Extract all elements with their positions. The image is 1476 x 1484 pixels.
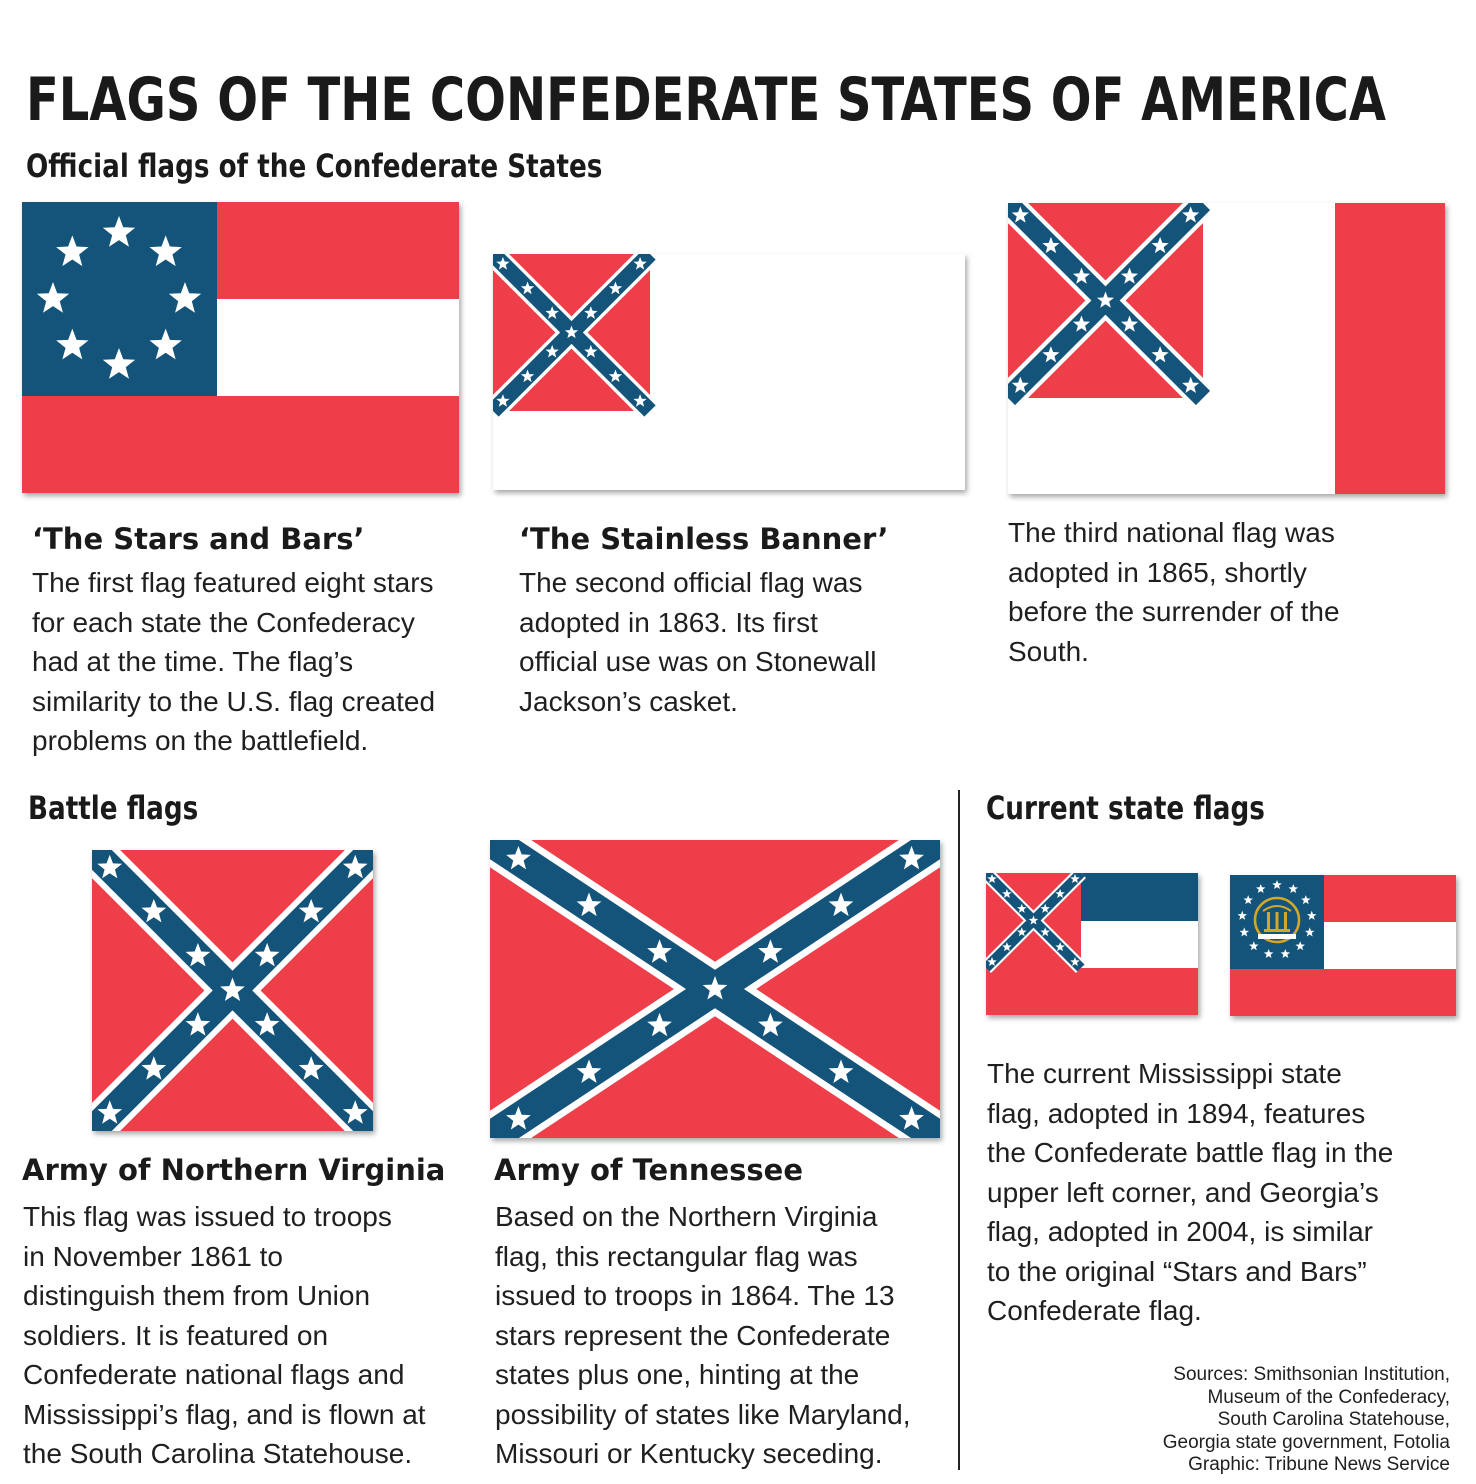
text-line: the South Carolina Statehouse. bbox=[23, 1438, 413, 1469]
text-line: The third national flag was bbox=[1008, 517, 1335, 548]
stainless-banner-title: ‘The Stainless Banner’ bbox=[519, 522, 889, 556]
page-subtitle: Official flags of the Confederate States bbox=[26, 147, 603, 185]
northern-virginia-title: Army of Northern Virginia bbox=[22, 1153, 446, 1187]
text-line: flag, this rectangular flag was bbox=[495, 1240, 858, 1272]
third-national-description bbox=[1008, 513, 1340, 671]
stainless-banner-flag bbox=[493, 254, 965, 490]
third-national-flag bbox=[1008, 203, 1445, 494]
text-line: flag, adopted in 2004, is similar bbox=[987, 1216, 1373, 1247]
saltire-cross bbox=[490, 840, 940, 1138]
text-line: adopted in 1863. Its first bbox=[519, 606, 818, 638]
text-line: possibility of states like Maryland, bbox=[495, 1398, 911, 1430]
stars-and-bars-title: ‘The Stars and Bars’ bbox=[32, 522, 365, 556]
text-line: This flag was issued to troops bbox=[23, 1201, 392, 1232]
text-line: before the surrender of the bbox=[1008, 596, 1340, 627]
source-line: South Carolina Statehouse, bbox=[1217, 1409, 1450, 1430]
text-line: Missouri or Kentucky seceding. bbox=[495, 1438, 883, 1469]
text-line: for each state the Confederacy bbox=[32, 606, 415, 638]
source-line: Georgia state government, Fotolia bbox=[1162, 1431, 1450, 1453]
battle-flags-heading: Battle flags bbox=[28, 789, 199, 827]
text-line: upper left corner, and Georgia’s bbox=[987, 1176, 1379, 1208]
text-line: The second official flag was bbox=[519, 567, 863, 598]
saltire-cross bbox=[1008, 203, 1203, 398]
text-line: stars represent the Confederate bbox=[495, 1319, 891, 1351]
source-line: Graphic: Tribune News Service bbox=[1188, 1454, 1450, 1475]
current-state-flags-description bbox=[987, 1054, 1393, 1331]
source-line: Museum of the Confederacy, bbox=[1207, 1386, 1450, 1408]
northern-virginia-description bbox=[23, 1197, 426, 1474]
georgia-state-flag bbox=[1230, 875, 1456, 1016]
text-line: flag, adopted in 1894, features bbox=[987, 1097, 1366, 1129]
text-line: South. bbox=[1008, 635, 1089, 667]
text-line: Confederate national flags and bbox=[23, 1359, 405, 1390]
text-line: distinguish them from Union bbox=[23, 1280, 371, 1311]
text-line: The first flag featured eight stars bbox=[32, 567, 434, 598]
column-divider bbox=[958, 790, 960, 1470]
sources-credit bbox=[1030, 1364, 1450, 1477]
stars-and-bars-description bbox=[32, 563, 435, 761]
saltire-cross bbox=[493, 254, 650, 411]
text-line: the Confederate battle flag in the bbox=[987, 1137, 1394, 1168]
text-line: adopted in 1865, shortly bbox=[1008, 556, 1307, 588]
current-state-flags-heading: Current state flags bbox=[986, 789, 1265, 827]
stars-and-bars-flag bbox=[22, 202, 459, 493]
army-of-tennessee-description bbox=[495, 1197, 911, 1474]
page-title: FLAGS OF THE CONFEDERATE STATES OF AMERICA bbox=[26, 65, 1386, 135]
army-of-tennessee-title: Army of Tennessee bbox=[494, 1153, 804, 1187]
text-line: issued to troops in 1864. The 13 bbox=[495, 1280, 895, 1311]
army-of-tennessee-flag bbox=[490, 840, 940, 1138]
text-line: Based on the Northern Virginia bbox=[495, 1201, 878, 1232]
northern-virginia-battle-flag bbox=[92, 850, 373, 1131]
text-line: problems on the battlefield. bbox=[32, 725, 369, 756]
text-line: Jackson’s casket. bbox=[519, 685, 738, 717]
stainless-banner-description bbox=[519, 563, 876, 721]
mississippi-state-flag bbox=[986, 873, 1198, 1015]
text-line: to the original “Stars and Bars” bbox=[987, 1255, 1367, 1287]
text-line: official use was on Stonewall bbox=[519, 646, 877, 677]
text-line: similarity to the U.S. flag created bbox=[32, 685, 436, 717]
text-line: had at the time. The flag’s bbox=[32, 646, 354, 677]
saltire-cross bbox=[92, 850, 373, 1131]
text-line: states plus one, hinting at the bbox=[495, 1359, 860, 1390]
text-line: in November 1861 to bbox=[23, 1240, 283, 1272]
text-line: The current Mississippi state bbox=[987, 1058, 1342, 1089]
text-line: Confederate flag. bbox=[987, 1295, 1202, 1326]
saltire-cross bbox=[986, 873, 1081, 968]
text-line: Mississippi’s flag, and is flown at bbox=[23, 1398, 426, 1430]
source-line: Sources: Smithsonian Institution, bbox=[1173, 1364, 1450, 1385]
text-line: soldiers. It is featured on bbox=[23, 1319, 329, 1351]
